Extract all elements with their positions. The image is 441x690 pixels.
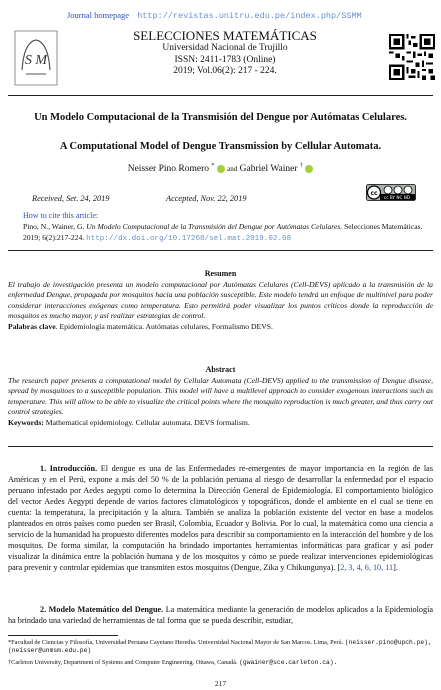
footnote-mark: † bbox=[8, 659, 12, 666]
keywords-list: . Epidemiología matemática. Autómatas celulares, Formalismo DEVS. bbox=[55, 321, 273, 331]
abstract-heading: Abstract bbox=[205, 365, 236, 374]
journal-logo-icon bbox=[14, 30, 58, 86]
footnote-text: Carleton University, Department of Systems and Computer Engineering. Ottawa, Canadá. bbox=[11, 659, 238, 666]
section-heading: 2. Modelo Matemático del Dengue. bbox=[40, 605, 164, 614]
section-2 bbox=[8, 604, 433, 626]
journal-info bbox=[100, 28, 350, 78]
footnote-mark: * bbox=[211, 163, 215, 169]
qr-code-icon bbox=[389, 34, 435, 80]
cc-license-icon[interactable] bbox=[366, 184, 416, 201]
orcid-icon[interactable] bbox=[305, 165, 313, 173]
svg-text:cc: cc bbox=[370, 190, 378, 197]
reference-links[interactable]: 2, 3, 4, 6, 10, 11 bbox=[340, 563, 394, 572]
license-label: cc BY NC ND bbox=[383, 195, 411, 200]
journal-title: SELECCIONES MATEMÁTICAS bbox=[133, 28, 317, 43]
paper-title-english: A Computational Model of Dengue Transmission by Cellular Automata. bbox=[59, 141, 382, 152]
footnote-1 bbox=[8, 639, 433, 656]
section-2-text: La matemática mediante la generación de modelos aplicados a la Epidemiología ha brindado una variedad de herramientas de tal forma que se pueda describir, estudiar, bbox=[8, 605, 433, 625]
footnote-mark: † bbox=[299, 163, 303, 169]
accepted-date: Accepted, Nov. 22, 2019 bbox=[166, 194, 247, 203]
introduction-section bbox=[8, 463, 433, 573]
page-number: 217 bbox=[214, 679, 227, 688]
citation-authors: Pino, N., Wainer, G. bbox=[23, 222, 85, 231]
keywords-label: Palabras clave bbox=[8, 321, 56, 331]
author-name: Neisser Pino Romero bbox=[127, 164, 210, 175]
footnote-email[interactable]: (gwainer@sce.carleton.ca). bbox=[239, 659, 338, 666]
resumen-body: El trabajo de investigación presenta un modelo computacional por Autómatas Celulares (Cell-DEVS) aplicado a la transmisión de la enfermedad Dengue, propagada por mosquitos hacia una población susceptible. Este modelo tendrá un enfoque de multinivel para poder considerar interacciones exógenas como temperatura. Esto permitirá poder visualizar los puntos críticos donde la reproducción de mosquitos es mucho mayor, y así realizar estrategias de control. bbox=[8, 280, 433, 321]
abstract-text bbox=[8, 376, 433, 428]
received-date: Received, Set. 24, 2019 bbox=[32, 194, 110, 203]
homepage-link[interactable]: http://revistas.unitru.edu.pe/index.php/SSMM bbox=[137, 11, 362, 21]
footnote-text: Facultad de Ciencias y Filosofía, Universidad Peruana Cayetano Heredia. Universidad Nacional Mayor de San Marcos. Lima, Perú. bbox=[11, 639, 344, 646]
author-line bbox=[8, 163, 433, 174]
university: Universidad Nacional de Trujillo bbox=[162, 43, 288, 53]
paper-title-spanish: Un Modelo Computacional de la Transmisión del Dengue por Autómatas Celulares. bbox=[34, 112, 407, 123]
journal-homepage bbox=[67, 10, 362, 21]
introduction-text: El dengue es una de las Enfermedades re-emergentes de mayor importancia en la región de las Américas y en el Perú, expone a más del 50 % de la población peruana al riesgo de desarrollar la enfermedad por el espacio peruano infestado por Aedes aegypti como lo determina la Dirección General de Epidemiología. El comportamiento biológico del vector Aedes Aegypti depende de varios factores climatológicos y topográficos, donde el ambiente en el cual se tiene en cuenta: la temperatura, la precipitación y la altura. También se analiza la población existente del vector en base a modelos planteados en otros países como pueden ser Brasil, Colombia, Ecuador y Bolivia. Por lo cual, la matemática como una ciencia a servicio de la humanidad ha propuesto diferentes modelos para describir su comportamiento en la interacción del hombre y de los mosquitos. De forma similar, la computación ha brindado importantes herramientas informáticas para graficar y así poder visualizar la dinámica entre la población humana y de los mosquitos y cómo se puede realizar intervenciones epidemiológicas para prevenir y controlar epidemias que transmiten estos mosquitos (Dengue, Zika y Chikungunya). [ bbox=[8, 464, 433, 572]
homepage-label: Journal homepage bbox=[67, 10, 130, 20]
volume: 2019; Vol.06(2): 217 - 224. bbox=[173, 66, 277, 76]
issn: ISSN: 2411-1783 (Online) bbox=[174, 54, 276, 65]
resumen-text bbox=[8, 280, 433, 332]
header-divider bbox=[8, 95, 433, 96]
author-name: Gabriel Wainer bbox=[239, 164, 298, 175]
citation-divider bbox=[8, 250, 433, 251]
doi-link[interactable]: http://dx.doi.org/10.17268/sel.mat.2019.02.08 bbox=[86, 234, 292, 243]
footnote-2 bbox=[8, 659, 433, 667]
footnote-mark: * bbox=[8, 639, 12, 646]
citation-text bbox=[23, 222, 435, 244]
citation-title: Un Modelo Computacional de la Transmisión del Dengue por Autómatas Celulares. bbox=[86, 222, 343, 231]
footnote-divider bbox=[8, 635, 118, 636]
how-to-cite-link[interactable]: How to cite this article: bbox=[23, 211, 99, 220]
reference-close: ]. bbox=[393, 563, 398, 572]
citation-journal: Selecciones Matemáticas. 2019; 6(2):217-224. bbox=[23, 222, 423, 242]
keywords-label: Keywords: bbox=[8, 417, 44, 427]
author-conjunction: and bbox=[227, 165, 238, 174]
abstract-body: The research paper presents a computational model by Cellular Automata (Cell-DEVS) applied to the transmission of Dengue disease, spread by mosquitoes to a susceptible population. This model will have a multilevel approach to consider exogenous interactions such as temperature. This will allow to be able to visualize the critical points where the mosquito reproduction is much greater, and thus carry out control strategies. bbox=[8, 376, 433, 417]
section-heading: 1. Introducción. bbox=[40, 464, 98, 473]
logo-text: S M bbox=[24, 53, 48, 68]
resumen-heading: Resumen bbox=[204, 269, 237, 278]
abstract-divider bbox=[8, 446, 433, 447]
footnote-email[interactable]: (neisser.pino@upch.pe),(neisser@unmsm.edu.pe) bbox=[8, 639, 432, 655]
keywords-list: Mathematical epidemiology. Cellular automata. DEVS formalism. bbox=[43, 417, 250, 427]
orcid-icon[interactable] bbox=[217, 165, 225, 173]
